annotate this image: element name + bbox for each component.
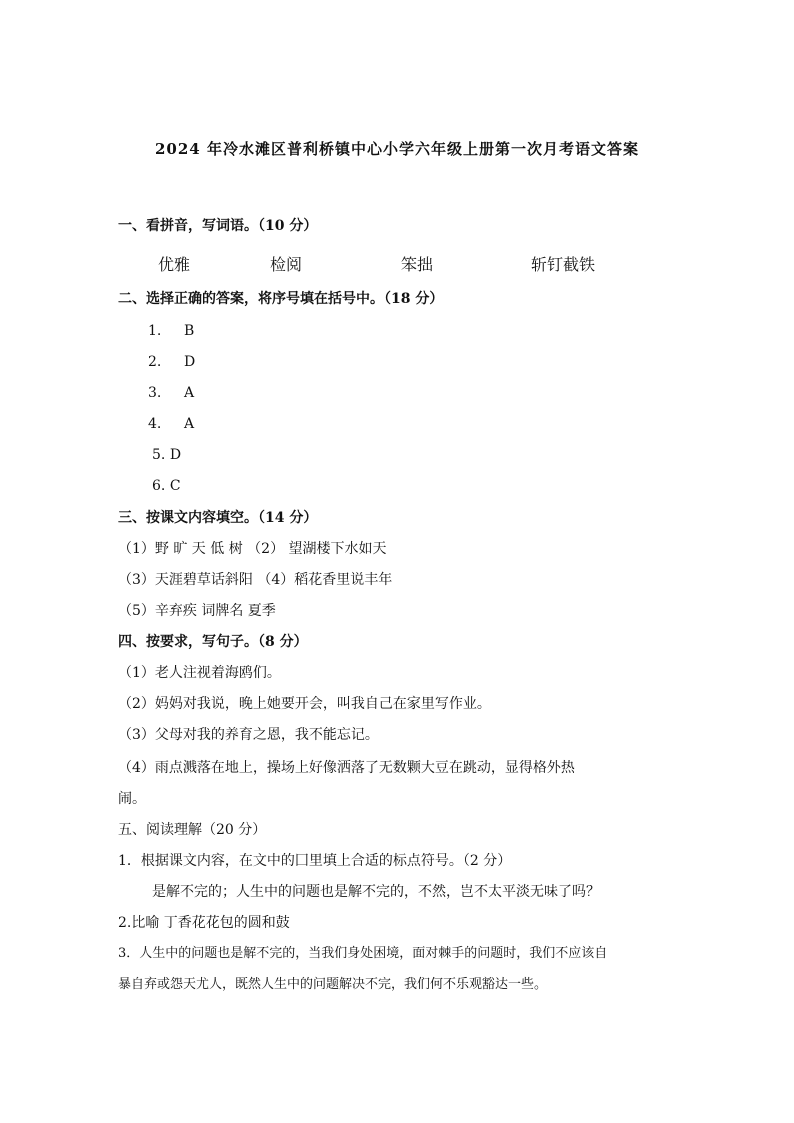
- choice-number: 2.: [148, 354, 162, 370]
- choice-number: 6.: [152, 478, 166, 494]
- choice-number: 5.: [152, 447, 166, 463]
- choice-number: 4.: [148, 416, 162, 432]
- choice-number: 3.: [148, 385, 162, 401]
- choice-letter: D: [169, 447, 182, 463]
- section-2-heading: 二、选择正确的答案，将序号填在括号中。（18 分）: [118, 291, 444, 307]
- choice-letter: D: [184, 354, 196, 370]
- word-answer: 检阅: [270, 255, 303, 274]
- fill-answer-line: （5）辛弃疾 词牌名 夏季: [118, 603, 276, 619]
- reading-answer-line: 2.比喻 丁香花花包的圆和鼓: [118, 915, 290, 931]
- choice-letter: A: [184, 385, 195, 401]
- reading-answer-line: 1．根据课文内容，在文中的囗里填上合适的标点符号。（2 分）: [118, 853, 512, 869]
- reading-answer-line: 暴自弃或怨天尤人，既然人生中的问题解决不完，我们何不乐观豁达一些。: [118, 977, 548, 992]
- section-5-heading: 五、阅读理解（20 分）: [118, 822, 267, 838]
- sentence-answer-line: 闹。: [118, 791, 146, 807]
- section-4-heading: 四、按要求，写句子。（8 分）: [118, 634, 308, 650]
- sentence-answer-line: （1）老人注视着海鸥们。: [118, 665, 281, 681]
- section-3-heading: 三、按课文内容填空。（14 分）: [118, 510, 318, 526]
- reading-answer-line: 是解不完的；人生中的问题也是解不完的，不然，岂不太平淡无味了吗？: [152, 884, 600, 900]
- reading-answer-line: 3．人生中的问题也是解不完的，当我们身处困境，面对棘手的问题时，我们不应该自: [118, 946, 608, 961]
- choice-answer: [148, 416, 194, 432]
- word-answer: 斩钉截铁: [531, 255, 596, 274]
- word-answer: 笨拙: [401, 255, 434, 274]
- sentence-answer-line: （4）雨点溅落在地上，操场上好像洒落了无数颗大豆在跳动，显得格外热: [118, 760, 575, 776]
- sentence-answer-line: （2）妈妈对我说，晚上她要开会，叫我自己在家里写作业。: [118, 696, 491, 712]
- choice-letter: C: [169, 478, 181, 494]
- sentence-answer-line: （3）父母对我的养育之恩，我不能忘记。: [118, 727, 379, 743]
- fill-answer-line: （1）野 旷 天 低 树 （2） 望湖楼下水如天: [118, 541, 387, 557]
- choice-answer: [152, 447, 181, 463]
- choice-letter: A: [184, 416, 195, 432]
- choice-answer: [148, 385, 194, 401]
- choice-answer: [148, 323, 194, 339]
- word-answer: 优雅: [158, 255, 191, 274]
- fill-answer-line: （3）天涯碧草话斜阳 （4）稻花香里说丰年: [118, 572, 393, 588]
- choice-number: 1.: [148, 323, 162, 339]
- document-title: 2024 年冷水滩区普利桥镇中心小学六年级上册第一次月考语文答案: [155, 140, 639, 158]
- choice-letter: B: [184, 323, 195, 339]
- section-1-heading: 一、看拼音，写词语。（10 分）: [118, 218, 318, 234]
- choice-answer: [152, 478, 181, 494]
- choice-answer: [148, 354, 195, 370]
